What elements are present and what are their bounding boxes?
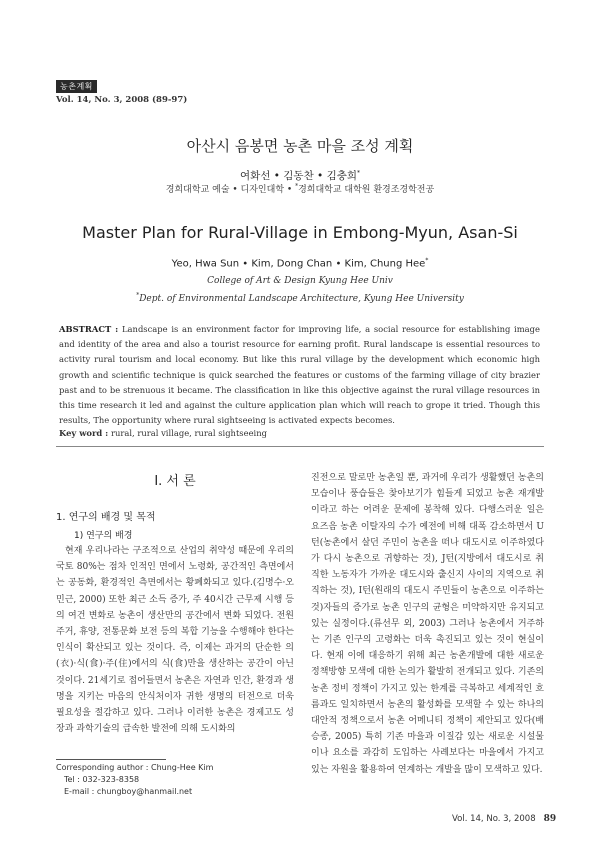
- affiliation-korean-2: 경희대학교 대학원 환경조경학전공: [298, 185, 435, 195]
- authors-korean: [0, 168, 600, 183]
- footnote-divider: [56, 759, 166, 760]
- affiliation-korean-1: 경희대학교 예술 • 디자인대학 •: [165, 185, 296, 195]
- affiliation-english-1: College of Art & Design Kyung Hee Univ: [207, 276, 393, 286]
- body-right-paragraph: 진전으로 말로만 농촌일 뿐, 과거에 우리가 생활했던 농촌의 모습이나 풍습들은 찾아보기가 힘들게 되었고 농촌 재개발이라고 하는 어려운 문제에 봉착해 있다. 다행스러운 일은 요즈음 농촌 이탈자의 수가 예전에 비해 대폭 감소하면서 U턴(농촌에서 살던 주민이 농촌을 떠나 대도시로 이주하였다가 다시 농촌으로 귀향하는 것), J턴(지방에서 대도시로 취직한 노동자가 가까운 대도시와 출신지 사이의 지역으로 취직하는 것), I턴(원래의 대도시 주민들이 농촌으로 이주하는 것)자들의 증가로 농촌 인구의 균형은 미약하지만 유지되고 있는 실정이다.(류선무 외, 2003) 그러나 농촌에서 거주하는 기존 인구의 고령화는 더욱 촉진되고 있는 것이 현실이다. 현재 이에 대응하기 위해 최근 농촌개발에 대한 새로운 정책방향 모색에 대한 논의가 활발히 전개되고 있다. 기존의 농촌 정비 정책이 가지고 있는 한계를 극복하고 세계적인 흐름과도 일치하면서 농촌의 활성화를 모색할 수 있는 하나의 대안적 정책으로서 농촌 어메니티 정책이 제안되고 있다(배승종, 2005) 특히 기존 마을과 이질감 있는 새로운 시설물이나 요소를 과감히 도입하는 사례보다는 마을에서 가지고 있는 자원을 활용하여 연계하는 개발을 많이 모색하고 있다.: [311, 473, 544, 775]
- volume-info: Vol. 14, No. 3, 2008 (89-97): [56, 95, 188, 105]
- authors-english-sup: *: [425, 257, 429, 264]
- footer-volume: Vol. 14, No. 3, 2008: [452, 814, 536, 824]
- abstract-label: ABSTRACT :: [59, 324, 119, 334]
- title-korean: 아산시 음봉면 농촌 마을 조성 계획: [186, 137, 414, 155]
- footnote-corresponding: Corresponding author : Chung-Hee Kim: [56, 763, 214, 772]
- page-footer: [452, 814, 556, 824]
- subsection-title: 1. 연구의 배경 및 목적: [56, 512, 156, 523]
- abstract: [59, 322, 540, 428]
- keywords-text: rural, rural village, rural sightseeing: [108, 428, 267, 438]
- authors-korean-names: 여화선 • 김동찬 • 김충희: [239, 170, 358, 182]
- subsubsection-title: 1) 연구의 배경: [74, 531, 133, 541]
- keyword-divider: [56, 446, 544, 447]
- affiliation-korean: [0, 182, 600, 195]
- affiliation-english-sup: *: [136, 292, 140, 299]
- affiliation-english-2-text: Dept. of Environmental Landscape Architecture, Kyung Hee University: [139, 294, 464, 304]
- section-title: I. 서 론: [154, 474, 196, 489]
- affiliation-korean-sup: *: [295, 183, 299, 190]
- authors-english-names: Yeo, Hwa Sun • Kim, Dong Chan • Kim, Chung Hee: [171, 258, 426, 270]
- abstract-text: Landscape is an environment factor for improving life, a social resource for establishing image and identity of the area and also a tourist resource for earning profit. Rural landscape is essential resources to activity rural tourism and local economy. But like this rural village by the development which economic high growth and scientific technique is quick searched the features or customs of the farming village of city brazier past and to be strenuous it became. The classification in like this objective against the rural village resources in this time research it led and against the culture application plan which will reach to grope it tried. Though this results, The opportunity where rural sightseeing is activated expects becomes.: [59, 324, 540, 426]
- authors-english: [0, 257, 600, 269]
- body-left-paragraph: 현재 우리나라는 구조적으로 산업의 취약성 때문에 우리의 국토 80%는 점차 인적인 면에서 노령화, 공간적인 측면에서는 공동화, 환경적인 측면에서는 황폐화되고 있다.(김명수·오민근, 2000) 또한 최근 소득 증가, 주 40시간 근무제 시행 등의 여건 변화로 농촌이 생산만의 공간에서 변화 되었다. 전원주거, 휴양, 전통문화 보전 등의 복합 기능을 수행해야 한다는 인식이 확산되고 있는 것이다. 즉, 이제는 과거의 단순한 의(衣)·식(食)·주(住)에서의 식(食)만을 생산하는 공간이 아닌 것이다. 21세기로 접어들면서 농촌은 자연과 인간, 환경과 생명을 지키는 마음의 안식처이자 귀한 생명의 터전으로 더욱 필요성을 절감하고 있다. 그러나 이러한 농촌은 경제고도 성장과 과학기술의 급속한 발전에 의해 도시화의: [56, 546, 294, 735]
- footnote-email: E-mail : chungboy@hanmail.net: [64, 787, 193, 796]
- affiliation-english-2: [0, 292, 600, 304]
- title-english: Master Plan for Rural-Village in Embong-Myun, Asan-Si: [82, 223, 518, 242]
- page-number: 89: [543, 814, 557, 824]
- journal-tag: 농촌계획: [56, 80, 97, 93]
- authors-korean-sup: *: [357, 169, 361, 177]
- body-left-column: [56, 543, 294, 737]
- body-right-column: [311, 470, 544, 778]
- keywords: [59, 428, 267, 438]
- keywords-label: Key word :: [59, 428, 109, 438]
- footnote-tel: Tel : 032-323-8358: [64, 775, 140, 784]
